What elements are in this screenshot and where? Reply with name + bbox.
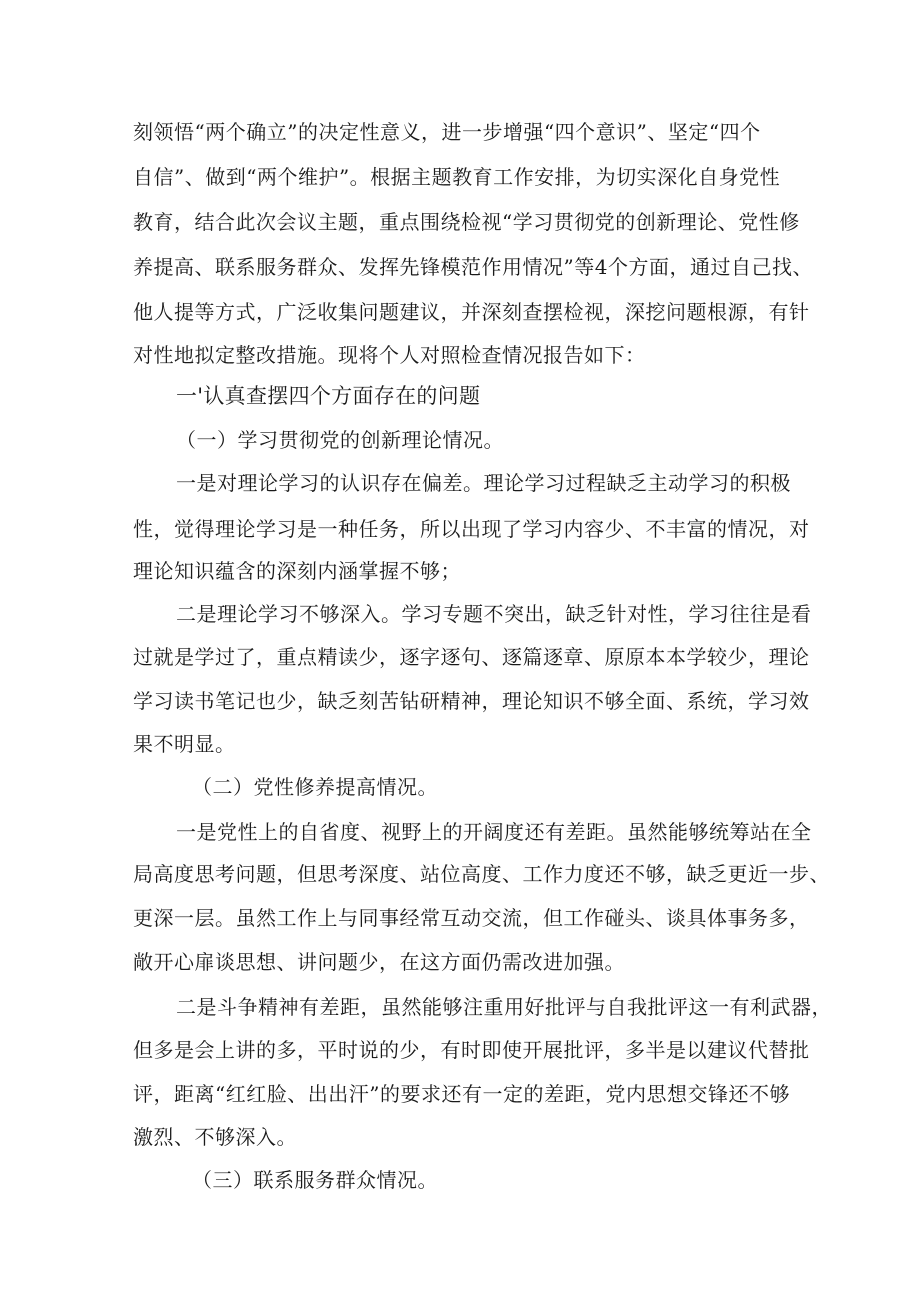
- subsection-title-2: （二）党性修养提高情况。: [192, 775, 438, 799]
- s2-p2-line-4: 激烈、不够深入。: [133, 1125, 297, 1149]
- intro-line-1: 刻领悟“两个确立”的决定性意义，进一步增强“四个意识”、坚定“四个: [133, 120, 761, 144]
- intro-line-6: 对性地拟定整改措施。现将个人对照检查情况报告如下：: [133, 343, 646, 367]
- s2-p1-line-4: 敞开心扉谈思想、讲问题少，在这方面仍需改进加强。: [133, 950, 625, 974]
- intro-line-2: 自信”、做到“两个维护”。根据主题教育工作安排，为切实深化自身党性: [133, 165, 781, 189]
- s2-p1-line-3: 更深一层。虽然工作上与同事经常互动交流，但工作碰头、谈具体事务多，: [133, 906, 810, 930]
- intro-line-4: 养提高、联系服务群众、发挥先锋模范作用情况”等4个方面，通过自己找、: [133, 255, 813, 279]
- s2-p2-line-1: 二是斗争精神有差距，虽然能够注重用好批评与自我批评这一有利武器，: [176, 995, 832, 1019]
- s1-p1-line-3: 理论知识蕴含的深刻内涵掌握不够；: [133, 559, 461, 583]
- intro-line-5: 他人提等方式，广泛收集问题建议，并深刻查摆检视，深挖问题根源，有针: [133, 300, 810, 324]
- s1-p1-line-1: 一是对理论学习的认识存在偏差。理论学习过程缺乏主动学习的积极: [176, 471, 791, 495]
- s1-p2-line-1: 二是理论学习不够深入。学习专题不突出，缺乏针对性，学习往往是看: [176, 602, 812, 626]
- section-heading: 一'认真查摆四个方面存在的问题: [176, 384, 481, 408]
- s1-p2-line-4: 果不明显。: [133, 732, 236, 756]
- s2-p1-line-2: 局高度思考问题，但思考深度、站位高度、工作力度还不够，缺乏更近一步、: [133, 862, 830, 886]
- subsection-title-3: （三）联系服务群众情况。: [192, 1168, 438, 1192]
- s2-p1-line-1: 一是党性上的自省度、视野上的开阔度还有差距。虽然能够统筹站在全: [176, 820, 812, 844]
- s2-p2-line-2: 但多是会上讲的多，平时说的少，有时即使开展批评，多半是以建议代替批: [133, 1038, 810, 1062]
- s1-p1-line-2: 性，觉得理论学习是一种任务，所以出现了学习内容少、不丰富的情况，对: [133, 517, 810, 541]
- s1-p2-line-3: 学习读书笔记也少，缺乏刻苦钻研精神，理论知识不够全面、系统，学习效: [133, 689, 810, 713]
- subsection-title-1: （一）学习贯彻党的创新理论情况。: [176, 428, 504, 452]
- intro-line-3: 教育，结合此次会议主题，重点围绕检视“学习贯彻党的创新理论、党性修: [133, 210, 800, 234]
- s1-p2-line-2: 过就是学过了，重点精读少，逐字逐句、逐篇逐章、原原本本学较少，理论: [133, 645, 810, 669]
- s2-p2-line-3: 评，距离“红红脸、出出汗”的要求还有一定的差距，党内思想交锋还不够: [133, 1082, 790, 1106]
